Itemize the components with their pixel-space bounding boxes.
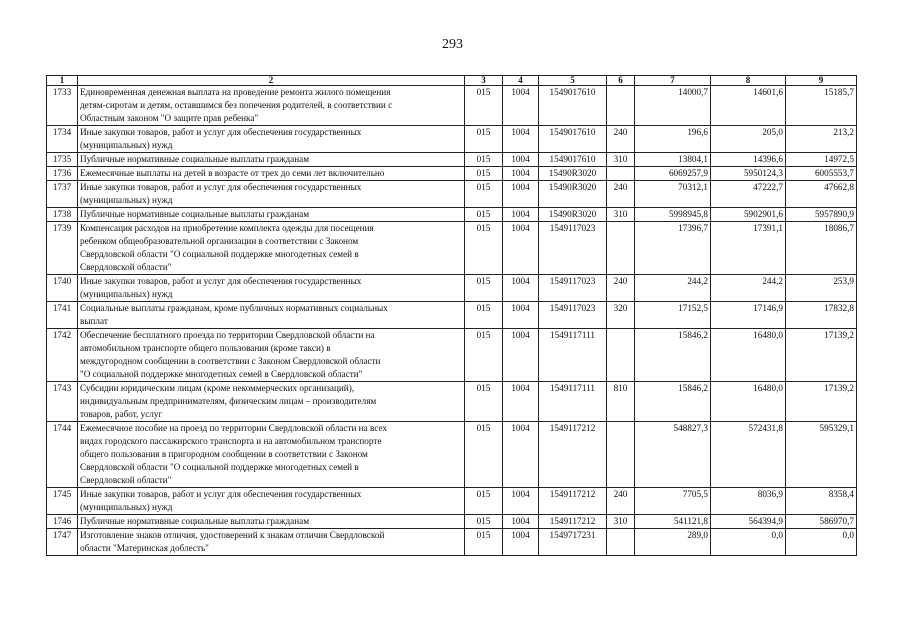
page-number: 293 [442,37,463,52]
target-code: 1549117212 [539,515,607,529]
amount-year-2: 564394,9 [711,515,786,529]
row-code: 1744 [47,422,78,488]
amount-year-1: 244,2 [635,275,711,302]
expense-type: 240 [607,275,635,302]
description-line: Публичные нормативные социальные выплаты гражданам [80,154,310,164]
column-header: 5 [539,76,607,86]
row-description [78,488,465,515]
target-code: 1549117023 [539,302,607,329]
amount-year-2: 17146,9 [711,302,786,329]
budget-table [46,75,857,556]
target-code: 1549717231 [539,529,607,556]
amount-year-3: 253,9 [786,275,857,302]
description-line: детям-сиротам и детям, оставшимся без попечения родителей, в соответствии с [80,100,393,110]
amount-year-3: 8358,4 [786,488,857,515]
row-code: 1737 [47,181,78,208]
description-line: товаров, работ, услуг [80,409,163,419]
ministry-code: 015 [465,329,503,382]
section-code: 1004 [503,126,539,153]
description-line: Областным законом "О защите прав ребенка" [80,113,259,123]
target-code: 1549117023 [539,275,607,302]
row-description [78,382,465,422]
section-code: 1004 [503,153,539,167]
description-line: Иные закупки товаров, работ и услуг для обеспечения государственных [80,127,362,137]
table-row [47,302,857,329]
target-code: 15490R3020 [539,208,607,222]
row-code: 1741 [47,302,78,329]
section-code: 1004 [503,329,539,382]
table-row [47,222,857,275]
amount-year-1: 541121,8 [635,515,711,529]
row-code: 1735 [47,153,78,167]
expense-type: 310 [607,515,635,529]
amount-year-1: 5998945,8 [635,208,711,222]
description-line: (муниципальных) нужд [80,195,173,205]
table-row [47,488,857,515]
target-code: 1549017610 [539,126,607,153]
target-code: 15490R3020 [539,181,607,208]
section-code: 1004 [503,382,539,422]
row-code: 1740 [47,275,78,302]
table-row [47,422,857,488]
amount-year-1: 548827,3 [635,422,711,488]
column-header: 6 [607,76,635,86]
table-row [47,153,857,167]
row-code: 1733 [47,86,78,126]
expense-type [607,222,635,275]
amount-year-1: 17152,5 [635,302,711,329]
description-line: Субсидии юридическим лицам (кроме некоммерческих организаций), [80,383,355,393]
row-description [78,515,465,529]
description-line: Свердловской области" [80,262,172,272]
amount-year-3: 47662,8 [786,181,857,208]
row-description [78,86,465,126]
amount-year-3: 595329,1 [786,422,857,488]
section-code: 1004 [503,167,539,181]
table-row [47,329,857,382]
row-code: 1742 [47,329,78,382]
description-line: автомобильном транспорте общего пользования (кроме такси) в [80,343,331,353]
row-description [78,153,465,167]
ministry-code: 015 [465,382,503,422]
section-code: 1004 [503,181,539,208]
amount-year-1: 15846,2 [635,382,711,422]
amount-year-2: 5950124,3 [711,167,786,181]
expense-type [607,167,635,181]
amount-year-2: 244,2 [711,275,786,302]
amount-year-1: 70312,1 [635,181,711,208]
row-code: 1739 [47,222,78,275]
row-code: 1743 [47,382,78,422]
ministry-code: 015 [465,153,503,167]
row-code: 1734 [47,126,78,153]
description-line: (муниципальных) нужд [80,289,173,299]
row-description [78,222,465,275]
column-header: 7 [635,76,711,86]
amount-year-3: 17139,2 [786,329,857,382]
row-description [78,167,465,181]
description-line: области "Материнская доблесть" [80,543,209,553]
description-line: ребенком общеобразовательной организации в соответствии с Законом [80,236,359,246]
description-line: видах городского пассажирского транспорта и на автомобильном транспорте [80,436,382,446]
ministry-code: 015 [465,181,503,208]
row-code: 1736 [47,167,78,181]
ministry-code: 015 [465,529,503,556]
ministry-code: 015 [465,86,503,126]
expense-type [607,529,635,556]
amount-year-3: 0,0 [786,529,857,556]
description-line: Иные закупки товаров, работ и услуг для обеспечения государственных [80,276,362,286]
target-code: 1549117023 [539,222,607,275]
description-line: Социальные выплаты гражданам, кроме публичных нормативных социальных [80,303,388,313]
table-row [47,167,857,181]
description-line: междугородном сообщении в соответствии с Законом Свердловской области [80,356,381,366]
column-header: 8 [711,76,786,86]
amount-year-2: 0,0 [711,529,786,556]
ministry-code: 015 [465,167,503,181]
target-code: 1549117111 [539,382,607,422]
expense-type [607,422,635,488]
description-line: Ежемесячное пособие на проезд по территории Свердловской области на всех [80,423,387,433]
expense-type: 310 [607,208,635,222]
table-body [47,86,857,556]
target-code: 1549017610 [539,153,607,167]
expense-type: 810 [607,382,635,422]
amount-year-1: 17396,7 [635,222,711,275]
table-row [47,275,857,302]
section-code: 1004 [503,275,539,302]
amount-year-3: 6005553,7 [786,167,857,181]
table-row [47,515,857,529]
table-row [47,86,857,126]
expense-type [607,329,635,382]
column-header: 2 [78,76,465,86]
expense-type: 310 [607,153,635,167]
description-line: Свердловской области "О социальной поддержке многодетных семей в [80,249,359,259]
ministry-code: 015 [465,275,503,302]
row-description [78,208,465,222]
section-code: 1004 [503,488,539,515]
description-line: Ежемесячные выплаты на детей в возрасте от трех до семи лет включительно [80,168,385,178]
amount-year-2: 16480,0 [711,382,786,422]
section-code: 1004 [503,86,539,126]
amount-year-3: 15185,7 [786,86,857,126]
row-code: 1745 [47,488,78,515]
section-code: 1004 [503,422,539,488]
amount-year-2: 14601,6 [711,86,786,126]
row-description [78,302,465,329]
description-line: Компенсация расходов на приобретение комплекта одежды для посещения [80,223,374,233]
table-row [47,529,857,556]
section-code: 1004 [503,302,539,329]
description-line: (муниципальных) нужд [80,502,173,512]
amount-year-2: 47222,7 [711,181,786,208]
section-code: 1004 [503,515,539,529]
description-line: Свердловской области "О социальной поддержке многодетных семей в [80,462,359,472]
row-description [78,329,465,382]
row-description [78,181,465,208]
ministry-code: 015 [465,126,503,153]
amount-year-2: 8036,9 [711,488,786,515]
expense-type: 240 [607,126,635,153]
amount-year-3: 18086,7 [786,222,857,275]
amount-year-2: 14396,6 [711,153,786,167]
ministry-code: 015 [465,422,503,488]
row-description [78,422,465,488]
column-header: 4 [503,76,539,86]
amount-year-1: 196,6 [635,126,711,153]
table-row [47,181,857,208]
column-header: 9 [786,76,857,86]
amount-year-3: 17832,8 [786,302,857,329]
row-code: 1738 [47,208,78,222]
description-line: Единовременная денежная выплата на проведение ремонта жилого помещения [80,87,391,97]
amount-year-2: 572431,8 [711,422,786,488]
expense-type [607,86,635,126]
description-line: выплат [80,316,108,326]
description-line: Публичные нормативные социальные выплаты гражданам [80,209,310,219]
section-code: 1004 [503,208,539,222]
amount-year-2: 17391,1 [711,222,786,275]
amount-year-2: 16480,0 [711,329,786,382]
amount-year-3: 14972,5 [786,153,857,167]
description-line: индивидуальным предпринимателям, физическим лицам – производителям [80,396,377,406]
amount-year-3: 5957890,9 [786,208,857,222]
ministry-code: 015 [465,515,503,529]
description-line: общего пользования в пригородном сообщении в соответствии с Законом [80,449,368,459]
description-line: "О социальной поддержке многодетных семей в Свердловской области" [80,369,363,379]
amount-year-3: 17139,2 [786,382,857,422]
amount-year-3: 586970,7 [786,515,857,529]
row-description [78,529,465,556]
target-code: 1549017610 [539,86,607,126]
description-line: Обеспечение бесплатного проезда по территории Свердловской области на [80,330,375,340]
amount-year-1: 6069257,9 [635,167,711,181]
amount-year-1: 13804,1 [635,153,711,167]
description-line: Изготовление знаков отличия, удостоверений к знакам отличия Свердловской [80,530,385,540]
expense-type: 320 [607,302,635,329]
row-code: 1746 [47,515,78,529]
ministry-code: 015 [465,222,503,275]
row-description [78,275,465,302]
row-code: 1747 [47,529,78,556]
amount-year-3: 213,2 [786,126,857,153]
column-header: 1 [47,76,78,86]
table-row [47,382,857,422]
ministry-code: 015 [465,302,503,329]
expense-type: 240 [607,181,635,208]
amount-year-2: 205,0 [711,126,786,153]
column-header: 3 [465,76,503,86]
target-code: 15490R3020 [539,167,607,181]
description-line: Публичные нормативные социальные выплаты гражданам [80,516,310,526]
target-code: 1549117111 [539,329,607,382]
description-line: Иные закупки товаров, работ и услуг для обеспечения государственных [80,182,362,192]
description-line: Свердловской области" [80,475,172,485]
section-code: 1004 [503,222,539,275]
amount-year-1: 14000,7 [635,86,711,126]
target-code: 1549117212 [539,422,607,488]
ministry-code: 015 [465,488,503,515]
expense-type: 240 [607,488,635,515]
description-line: Иные закупки товаров, работ и услуг для обеспечения государственных [80,489,362,499]
amount-year-2: 5902901,6 [711,208,786,222]
amount-year-1: 289,0 [635,529,711,556]
row-description [78,126,465,153]
amount-year-1: 15846,2 [635,329,711,382]
description-line: (муниципальных) нужд [80,140,173,150]
ministry-code: 015 [465,208,503,222]
amount-year-1: 7705,5 [635,488,711,515]
table-row [47,126,857,153]
table-row [47,208,857,222]
target-code: 1549117212 [539,488,607,515]
section-code: 1004 [503,529,539,556]
table-header-row [47,76,857,86]
